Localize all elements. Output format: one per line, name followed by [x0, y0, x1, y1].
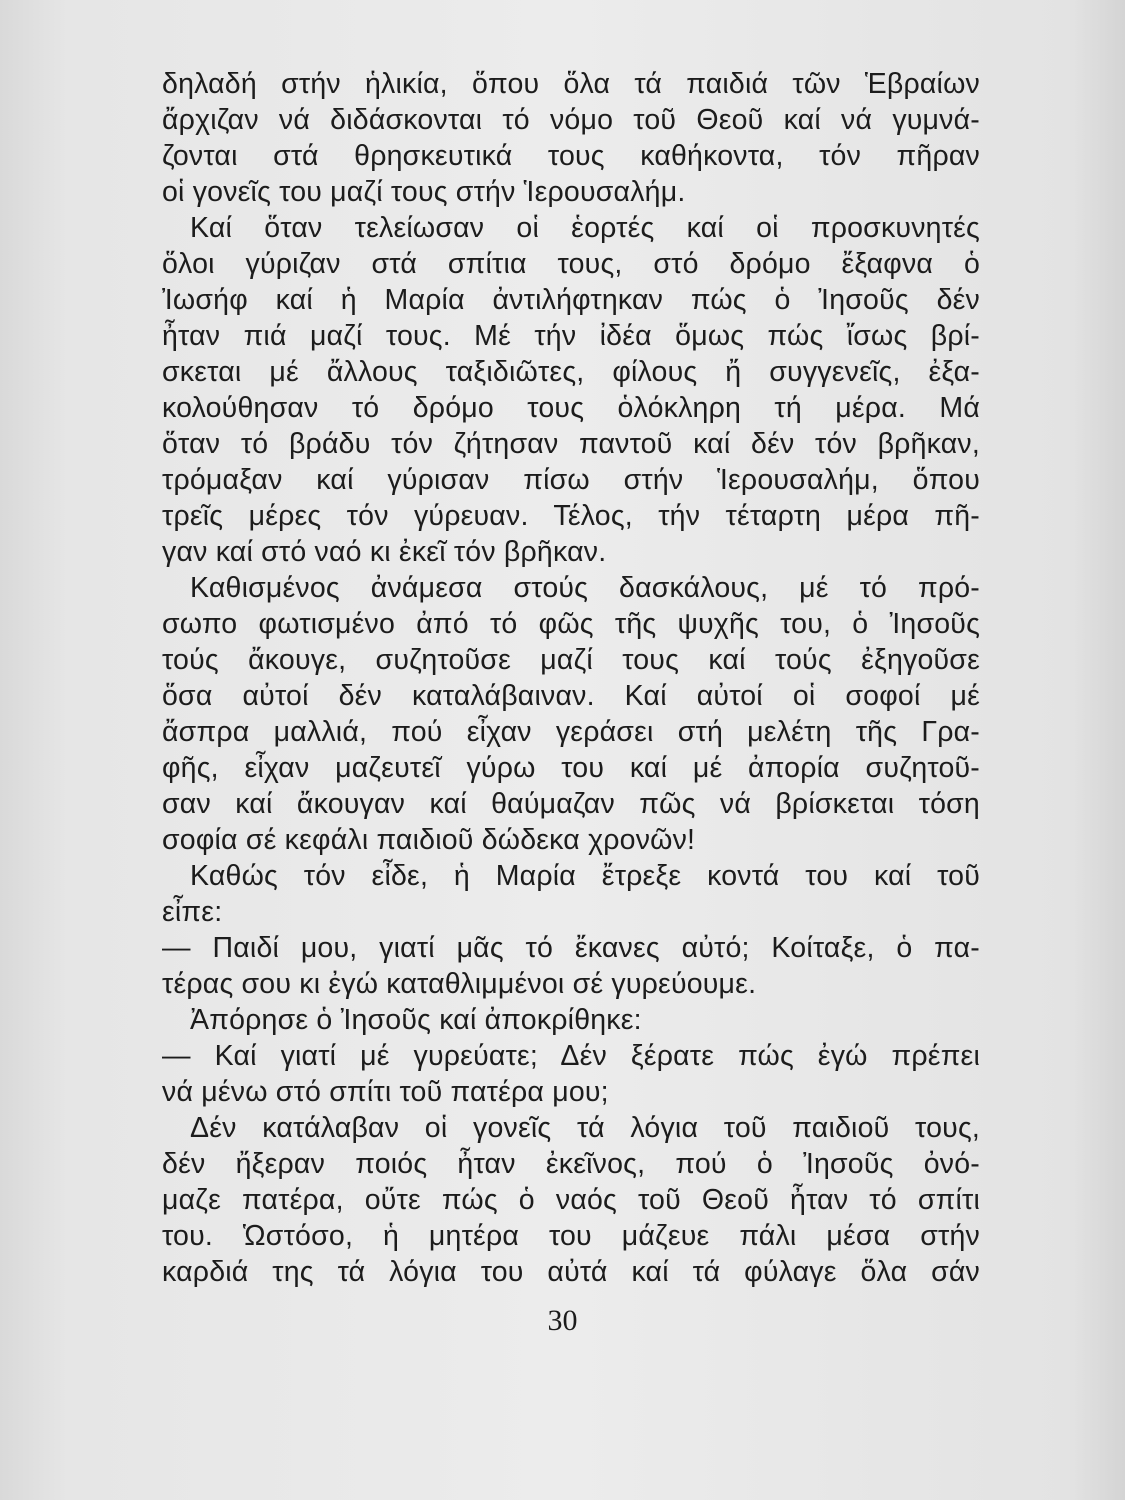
- text-line: δηλαδή στήν ἡλικία, ὅπου ὅλα τά παιδιά τῶν Ἑβραίων: [162, 68, 980, 100]
- text-line: Καί ὅταν τελείωσαν οἱ ἑορτές καί οἱ προσκυνητές: [190, 212, 980, 244]
- text-line: νά μένω στό σπίτι τοῦ πατέρα μου;: [162, 1076, 609, 1108]
- text-line: Ἀπόρησε ὁ Ἰησοῦς καί ἀποκρίθηκε:: [190, 1004, 642, 1036]
- text-line: σκεται μέ ἄλλους ταξιδιῶτες, φίλους ἤ συγγενεῖς, ἐξα-: [162, 356, 980, 388]
- text-line: σωπο φωτισμένο ἀπό τό φῶς τῆς ψυχῆς του, ὁ Ἰησοῦς: [162, 608, 980, 640]
- text-line: εἶπε:: [162, 896, 223, 928]
- page-number: 30: [547, 1304, 578, 1337]
- text-line: ἄρχιζαν νά διδάσκονται τό νόμο τοῦ Θεοῦ καί νά γυμνά-: [162, 104, 980, 136]
- text-line: Δέν κατάλαβαν οἱ γονεῖς τά λόγια τοῦ παιδιοῦ τους,: [190, 1112, 980, 1144]
- text-line: ἄσπρα μαλλιά, πού εἶχαν γεράσει στή μελέτη τῆς Γρα-: [162, 716, 980, 748]
- text-line: Ἰωσήφ καί ἡ Μαρία ἀντιλήφτηκαν πώς ὁ Ἰησοῦς δέν: [162, 284, 980, 316]
- text-line: — Καί γιατί μέ γυρεύατε; Δέν ξέρατε πώς ἐγώ πρέπει: [162, 1040, 980, 1072]
- body-text: [162, 66, 980, 1290]
- text-line: τέρας σου κι ἐγώ καταθλιμμένοι σέ γυρεύουμε.: [162, 968, 757, 1000]
- text-line: οἱ γονεῖς του μαζί τους στήν Ἱερουσαλήμ.: [162, 176, 686, 208]
- text-line: ὅσα αὐτοί δέν καταλάβαιναν. Καί αὐτοί οἱ σοφοί μέ: [162, 680, 980, 712]
- text-line: ἦταν πιά μαζί τους. Μέ τήν ἰδέα ὅμως πώς ἴσως βρί-: [162, 320, 980, 352]
- text-line: ζονται στά θρησκευτικά τους καθήκοντα, τόν πῆραν: [162, 140, 980, 172]
- text-line: Καθώς τόν εἶδε, ἡ Μαρία ἔτρεξε κοντά του καί τοῦ: [190, 860, 980, 892]
- text-line: σαν καί ἄκουγαν καί θαύμαζαν πῶς νά βρίσκεται τόση: [162, 788, 980, 820]
- text-line: δέν ἤξεραν ποιός ἦταν ἐκεῖνος, πού ὁ Ἰησοῦς ὀνό-: [162, 1148, 980, 1180]
- text-line: — Παιδί μου, γιατί μᾶς τό ἔκανες αὐτό; Κοίταξε, ὁ πα-: [162, 932, 980, 964]
- text-line: γαν καί στό ναό κι ἐκεῖ τόν βρῆκαν.: [162, 536, 607, 568]
- text-line: του. Ὡστόσο, ἡ μητέρα του μάζευε πάλι μέσα στήν: [162, 1220, 980, 1252]
- text-line: κολούθησαν τό δρόμο τους ὁλόκληρη τή μέρα. Μά: [162, 392, 980, 424]
- text-line: μαζε πατέρα, οὔτε πώς ὁ ναός τοῦ Θεοῦ ἦταν τό σπίτι: [162, 1184, 980, 1216]
- text-line: τούς ἄκουγε, συζητοῦσε μαζί τους καί τούς ἐξηγοῦσε: [162, 644, 980, 676]
- text-line: τρόμαξαν καί γύρισαν πίσω στήν Ἱερουσαλήμ, ὅπου: [162, 464, 980, 496]
- text-line: Καθισμένος ἀνάμεσα στούς δασκάλους, μέ τό πρό-: [190, 572, 980, 604]
- text-line: φῆς, εἶχαν μαζευτεῖ γύρω του καί μέ ἀπορία συζητοῦ-: [162, 752, 980, 784]
- text-line: σοφία σέ κεφάλι παιδιοῦ δώδεκα χρονῶν!: [162, 824, 696, 856]
- text-line: καρδιά της τά λόγια του αὐτά καί τά φύλαγε ὅλα σάν: [162, 1256, 980, 1288]
- text-line: τρεῖς μέρες τόν γύρευαν. Τέλος, τήν τέταρτη μέρα πῆ-: [162, 500, 980, 532]
- text-line: ὅλοι γύριζαν στά σπίτια τους, στό δρόμο ἔξαφνα ὁ: [162, 248, 980, 280]
- text-line: ὅταν τό βράδυ τόν ζήτησαν παντοῦ καί δέν τόν βρῆκαν,: [162, 428, 980, 460]
